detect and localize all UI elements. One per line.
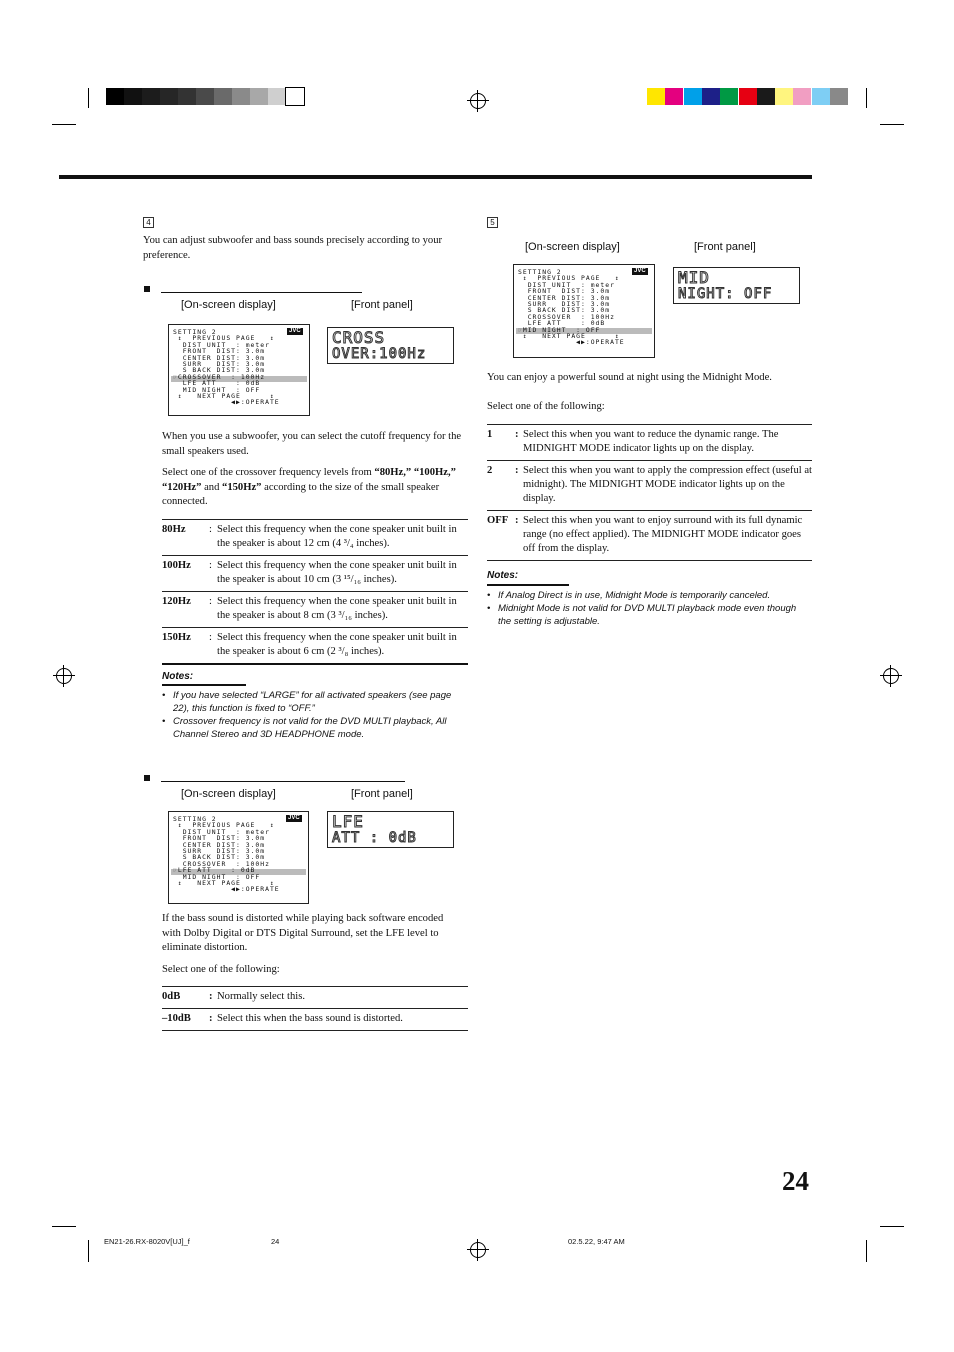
option-key: 120Hz [162,592,209,628]
gray-swatch [160,88,178,105]
notes-title: Notes: [487,570,519,581]
midnight-para-1: You can enjoy a powerful sound at night using the Midnight Mode. [487,372,772,383]
table-row [162,987,468,1009]
crop-mark [866,1240,867,1262]
color-swatch [775,88,793,105]
caption-osd: [On-screen display] [181,299,276,311]
table-row [162,520,468,556]
lfe-para-2: Select one of the following: [162,964,280,975]
option-key: 150Hz [162,628,209,665]
crop-mark [880,1226,904,1227]
option-key: 1 [487,425,515,461]
fp-line-1: MID [678,268,710,287]
gray-swatch [142,88,160,105]
jvc-logo: JVC [288,815,300,821]
table-row [487,461,812,511]
page-number: 24 [782,1166,809,1196]
gray-swatch [124,88,142,105]
separator: : [209,1009,217,1031]
section-bullet [144,775,150,781]
osd-text: SETTING 2 ↕ PREVIOUS PAGE ↕ DIST UNIT : meter FRONT DIST: 3.0m CENTER DIST: 3.0m SURR DIST: 3.0m S BACK DIST: 3.0m CROSSOVER : 100Hz LFE ATT : 0dB ☞MID NIGHT : OFF ↕ NEXT PAGE ↕ ◀▶:OPERATE [518,268,625,347]
caption-osd: [On-screen display] [181,788,276,800]
registration-mark-icon [56,668,72,684]
option-text: Select this when you want to enjoy surround with its full dynamic range (no effect applied). The MIDNIGHT MODE indicator goes off from the display. [523,511,812,561]
crossover-para-1: When you use a subwoofer, you can select the cutoff frequency for the small speakers used. [162,431,462,457]
text-run: Select one of the crossover frequency levels from [162,467,375,478]
caption-front-panel: [Front panel] [351,299,413,311]
crop-mark [866,88,867,108]
fp-line-2: OVER:100Hz [332,346,427,362]
table-row [487,425,812,461]
front-panel-crossover [327,327,454,364]
option-key: 80Hz [162,520,209,556]
lfe-options-table [162,986,468,1031]
option-key: OFF [487,511,515,561]
crossover-options-table [162,519,468,665]
crop-mark [880,124,904,125]
registration-mark-icon [470,1242,486,1258]
section-bullet [144,286,150,292]
step-number-4: 4 [143,217,154,228]
color-swatch [702,88,720,105]
jvc-logo: JVC [289,328,301,334]
fp-line-1: CROSS [332,328,386,347]
color-swatch [665,88,683,105]
option-text: Select this frequency when the cone speaker unit built in the speaker is about 10 cm (3 ¹⁵/₁₆ inches). [217,556,468,592]
osd-crossover [168,324,310,416]
notes-underline [162,684,246,686]
note-item: • If Analog Direct is in use, Midnight Mode is temporarily canceled. • Midnight Mode is not valid for DVD MULTI playback mode even though the setting is adjustable. [487,589,807,628]
note-item: • If you have selected “LARGE” for all activated speakers (see page 22), this function is fixed to “OFF.” • Crossover frequency is not valid for the DVD MULTI playback, All Channel Stereo and 3D HEADPHONE mode. [162,689,462,741]
crop-mark [52,1226,76,1227]
footer-timestamp: 02.5.22, 9:47 AM [568,1237,625,1246]
color-swatch [793,88,811,105]
notes-underline [487,584,569,586]
crossover-heading-rule [161,292,362,293]
option-text: Select this frequency when the cone speaker unit built in the speaker is about 12 cm (4 ³/₄ inches). [217,520,468,556]
osd-text: SETTING 2 ↕ PREVIOUS PAGE ↕ DIST UNIT : meter FRONT DIST: 3.0m CENTER DIST: 3.0m SURR DIST: 3.0m S BACK DIST: 3.0m CROSSOVER : 100Hz ☞LFE ATT : 0dB MID NIGHT : OFF ↕ NEXT PAGE ↕ ◀▶:OPERATE [173,815,280,894]
separator: : [209,987,217,1009]
lfe-heading-rule [161,781,405,782]
lfe-para-1: If the bass sound is distorted while playing back software encoded with Dolby Digital or DTS Digital Surround, set the LFE level to eliminate distortion. [162,913,444,953]
crop-mark [88,1240,89,1262]
fp-line-2: NIGHT: OFF [678,286,773,302]
note-text: Midnight Mode is not valid for DVD MULTI playback mode even though the setting is adjustable. [498,603,797,627]
fp-line-1: LFE [332,812,364,831]
header-rule [59,175,812,179]
osd-midnight [513,264,655,358]
option-text: Select this frequency when the cone speaker unit built in the speaker is about 6 cm (2 ³/₈ inches). [217,628,468,665]
step4-intro: You can adjust subwoofer and bass sounds precisely according to your preference. [143,235,443,261]
crop-mark [88,88,89,108]
front-panel-lfe [327,811,454,848]
option-key: –10dB [162,1009,209,1031]
caption-osd: [On-screen display] [525,241,620,253]
table-row [162,556,468,592]
option-text: Select this when you want to reduce the dynamic range. The MIDNIGHT MODE indicator lights up on the display. [523,425,812,461]
option-text: Normally select this. [217,987,468,1009]
option-key: 2 [487,461,515,511]
midnight-options-table [487,424,812,561]
midnight-para-2: Select one of the following: [487,401,605,412]
color-swatch [757,88,775,105]
crossover-para-2 [162,466,462,510]
gray-swatch [196,88,214,105]
gray-swatch [178,88,196,105]
footer-file: EN21-26.RX-8020V[UJ]_f [104,1237,190,1246]
note-text: If you have selected “LARGE” for all activated speakers (see page 22), this function is fixed to “OFF.” [173,690,452,714]
note-text: Crossover frequency is not valid for the DVD MULTI playback, All Channel Stereo and 3D HEADPHONE mode. [173,716,447,740]
gray-swatch [232,88,250,105]
separator: : [209,520,217,556]
gray-swatch [250,88,268,105]
text-run-bold: “80Hz,” “100Hz,” “120Hz” [162,467,456,493]
option-key: 100Hz [162,556,209,592]
jvc-logo: JVC [634,268,646,274]
separator: : [515,461,523,511]
front-panel-midnight [673,267,800,304]
text-run-bold: “150Hz” [222,481,262,493]
separator: : [515,511,523,561]
table-row [162,628,468,665]
separator: : [209,628,217,665]
table-row [162,1009,468,1031]
registration-mark-icon [470,93,486,109]
color-swatch [647,88,665,105]
option-text: Select this when the bass sound is distorted. [217,1009,468,1031]
caption-front-panel: [Front panel] [694,241,756,253]
step-number-5: 5 [487,217,498,228]
separator: : [515,425,523,461]
gray-swatch [214,88,232,105]
osd-lfe [168,811,309,904]
gray-swatch [106,88,124,105]
separator: : [209,556,217,592]
color-swatch [720,88,738,105]
option-text: Select this frequency when the cone speaker unit built in the speaker is about 8 cm (3 ³/₁₆ inches). [217,592,468,628]
separator: : [209,592,217,628]
color-swatch [812,88,830,105]
osd-text: SETTING 2 ↕ PREVIOUS PAGE ↕ DIST UNIT : meter FRONT DIST: 3.0m CENTER DIST: 3.0m SURR DIST: 3.0m S BACK DIST: 3.0m ☞CROSSOVER : 100Hz LFE ATT : 0dB MID NIGHT : OFF ↕ NEXT PAGE ↕ ◀▶:OPERATE [173,328,280,407]
notes-title: Notes: [162,671,194,682]
crop-mark [52,124,76,125]
color-swatch [739,88,757,105]
footer-page: 24 [271,1237,280,1246]
caption-front-panel: [Front panel] [351,788,413,800]
table-row [162,592,468,628]
color-swatch [684,88,702,105]
option-text: Select this when you want to apply the compression effect (useful at midnight). The MIDNIGHT MODE indicator lights up on the display. [523,461,812,511]
table-row [487,511,812,561]
color-swatch [830,88,848,105]
text-run: according to the size of the small speaker connected. [162,481,440,507]
gray-swatch [268,88,286,105]
text-run: and [201,481,223,493]
fp-line-2: ATT : 0dB [332,830,417,846]
option-key: 0dB [162,987,209,1009]
gray-swatch [286,88,304,105]
note-text: If Analog Direct is in use, Midnight Mode is temporarily canceled. [498,590,771,601]
registration-mark-icon [883,668,899,684]
